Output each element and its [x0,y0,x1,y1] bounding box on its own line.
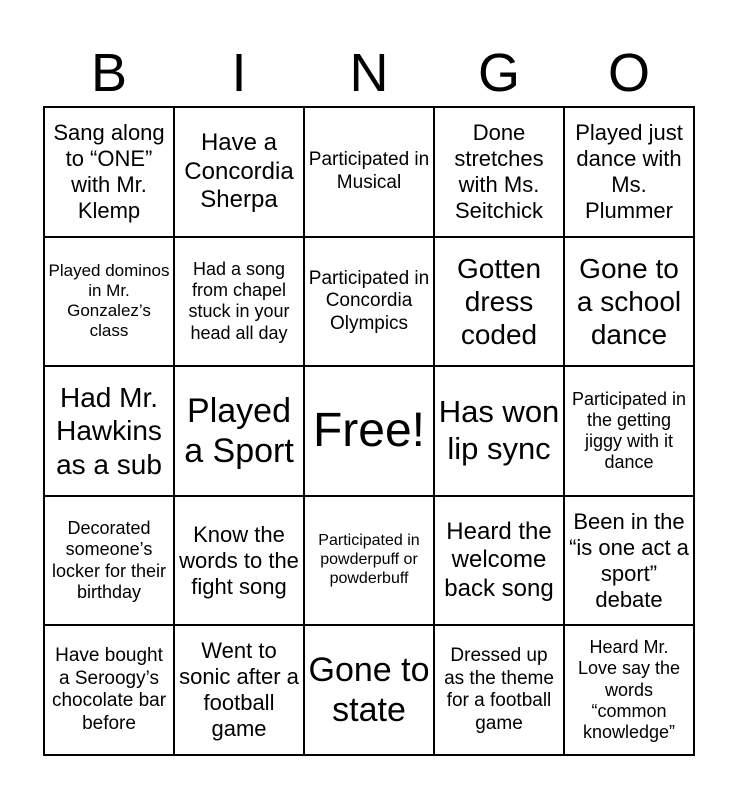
cell-text: Played a Sport [184,391,294,470]
bingo-cell[interactable] [304,496,434,626]
cell-text: Know the words to the fight song [179,521,299,599]
bingo-cell[interactable] [44,366,174,496]
bingo-cell[interactable] [174,107,304,237]
bingo-cell[interactable] [564,366,694,496]
bingo-cell[interactable] [564,496,694,626]
cell-text: Participated in Concordia Olympics [308,267,430,334]
cell-text: Participated in powderpuff or powderbuff [318,532,420,588]
cell-text: Sang along to “ONE” with Mr. Klemp [53,119,165,223]
cell-text: Played just dance with Ms. Plummer [575,119,683,223]
bingo-cell[interactable] [44,237,174,367]
cell-text: Heard Mr. Love say the words “common knowledge” [577,637,681,743]
header-letter-n: N [349,43,389,103]
cell-text: Gone to a school dance [576,252,682,350]
header-letter-b: B [90,43,128,103]
bingo-cell[interactable] [174,366,304,496]
cell-text: Dressed up as the theme for a football game [444,645,554,734]
cell-text: Been in the “is one act a sport” debate [569,508,689,612]
bingo-cell[interactable] [304,107,434,237]
cell-text: Gotten dress coded [456,252,542,350]
cell-text: Had Mr. Hawkins as a sub [56,382,162,480]
bingo-cell[interactable] [174,625,304,755]
bingo-cell[interactable] [174,496,304,626]
cell-text: Played dominos in Mr. Gonzalez’s class [48,261,170,341]
bingo-grid [43,106,695,756]
bingo-cell[interactable] [44,625,174,755]
cell-text: Gone to state [308,651,430,730]
cell-text: Have bought a Seroogy’s chocolate bar before [51,645,167,734]
bingo-cell[interactable] [434,237,564,367]
cell-text: Participated in Musical [308,149,430,193]
cell-text: Participated in the getting jiggy with it dance [571,388,687,473]
bingo-cell[interactable] [434,366,564,496]
cell-text: Heard the welcome back song [444,518,554,602]
cell-text: Has won lip sync [438,394,560,466]
bingo-cell[interactable] [564,625,694,755]
bingo-cell[interactable] [174,237,304,367]
free-space-cell[interactable] [304,366,434,496]
cell-text: Had a song from chapel stuck in your head all day [188,258,290,343]
bingo-cell[interactable] [304,625,434,755]
bingo-cell[interactable] [434,107,564,237]
bingo-cell[interactable] [44,496,174,626]
cell-text: Decorated someone’s locker for their birthday [51,518,167,602]
bingo-cell[interactable] [564,107,694,237]
cell-text: Have a Concordia Sherpa [184,129,294,213]
cell-text: Free! [312,403,426,457]
cell-text: Went to sonic after a football game [179,638,299,742]
bingo-cell[interactable] [434,625,564,755]
cell-text: Done stretches with Ms. Seitchick [454,119,544,223]
header-letter-i: I [231,43,247,103]
bingo-header [44,38,694,108]
header-letter-g: G [477,43,520,103]
bingo-cell[interactable] [44,107,174,237]
header-letter-o: O [607,43,650,103]
bingo-cell[interactable] [564,237,694,367]
bingo-cell[interactable] [434,496,564,626]
bingo-cell[interactable] [304,237,434,367]
